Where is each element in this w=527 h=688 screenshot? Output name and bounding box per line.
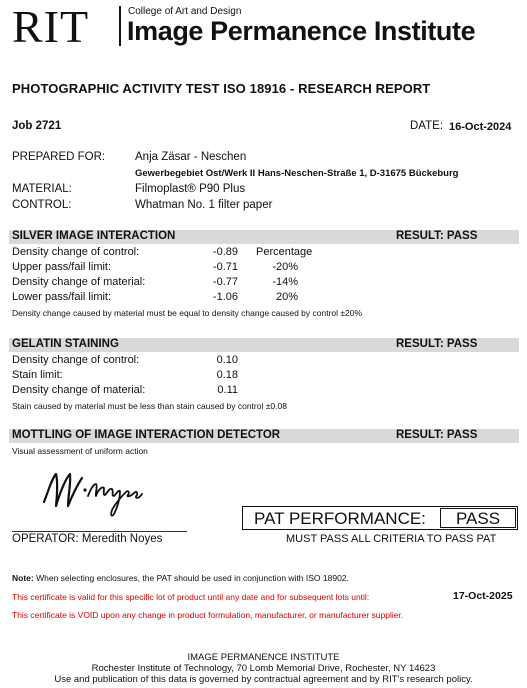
control-label: CONTROL: [12, 199, 72, 211]
pat-performance-label: PAT PERFORMANCE: [254, 509, 426, 528]
silver-section-title: SILVER IMAGE INTERACTION [12, 230, 176, 242]
gelatin-row-value: 0.11 [217, 384, 238, 396]
job-number: Job 2721 [12, 120, 62, 132]
gelatin-row-label: Density change of control: [12, 354, 140, 366]
silver-row-percentage: -14% [272, 276, 298, 288]
gelatin-row-label: Density change of material: [12, 384, 146, 396]
date-label: DATE: [410, 120, 444, 132]
silver-row-percentage: -20% [272, 261, 298, 273]
gelatin-row-value: 0.10 [216, 354, 238, 366]
footer-address: Rochester Institute of Technology, 70 Lomb Memorial Drive, Rochester, NY 14623 [91, 663, 436, 674]
prepared-for-label: PREPARED FOR: [12, 151, 106, 163]
gelatin-row-label: Stain limit: [12, 369, 63, 381]
validity-date: 17-Oct-2025 [453, 590, 513, 602]
silver-row-percentage: 20% [275, 291, 298, 303]
gelatin-row-value: 0.18 [216, 369, 238, 381]
mottling-result: RESULT: PASS [396, 429, 478, 441]
institute-name: Image Permanence Institute [127, 16, 476, 46]
silver-row-value: -1.06 [212, 291, 238, 303]
footer-policy: Use and publication of this data is governed by contractual agreement and by RIT's research policy. [54, 674, 473, 685]
silver-row-label: Upper pass/fail limit: [12, 261, 112, 273]
silver-row-value: -0.71 [212, 261, 238, 273]
footer-institute: IMAGE PERMANENCE INSTITUTE [187, 652, 340, 663]
control-value: Whatman No. 1 filter paper [135, 199, 273, 211]
signature-line [12, 531, 187, 532]
material-value: Filmoplast® P90 Plus [135, 183, 246, 195]
must-pass-text: MUST PASS ALL CRITERIA TO PASS PAT [286, 533, 497, 545]
silver-row-value: -0.89 [212, 246, 238, 258]
gelatin-result: RESULT: PASS [396, 338, 478, 350]
prepared-for-name: Anja Zäsar - Neschen [135, 151, 247, 163]
silver-row-label: Density change of control: [12, 246, 140, 258]
operator-signature [38, 462, 158, 522]
report-title: PHOTOGRAPHIC ACTIVITY TEST ISO 18916 - RESEARCH REPORT [12, 81, 431, 96]
material-label: MATERIAL: [12, 183, 72, 195]
validity-text: This certificate is valid for this specific lot of product until any date and for subsequent lots until: [12, 592, 370, 602]
silver-note: Density change caused by material must be equal to density change caused by control ±20% [12, 308, 363, 318]
pat-performance-value: PASS [455, 509, 501, 528]
mottling-section-title: MOTTLING OF IMAGE INTERACTION DETECTOR [12, 429, 281, 441]
date-value: 16-Oct-2024 [449, 121, 512, 133]
void-text: This certificate is VOID upon any change in product formulation, manufacturer, or manufacturer supplier. [12, 610, 404, 620]
mottling-note: Visual assessment of uniform action [12, 446, 148, 456]
logo-divider [119, 6, 121, 46]
prepared-for-address: Gewerbegebiet Ost/Werk II Hans-Neschen-Straße 1, D-31675 Bückeburg [135, 168, 459, 179]
note-label: Note: [12, 573, 34, 583]
silver-row-label: Lower pass/fail limit: [12, 291, 112, 303]
gelatin-note: Stain caused by material must be less than stain caused by control ±0.08 [12, 401, 287, 411]
silver-row-label: Density change of material: [12, 276, 146, 288]
college-name: College of Art and Design [128, 6, 242, 17]
silver-result: RESULT: PASS [396, 230, 478, 242]
silver-row-value: -0.77 [212, 276, 238, 288]
note-text: When selecting enclosures, the PAT should be used in conjunction with ISO 18902. [33, 573, 349, 583]
rit-logo: RIT [12, 1, 90, 52]
percentage-header: Percentage [256, 246, 313, 258]
operator-name: OPERATOR: Meredith Noyes [12, 533, 163, 545]
gelatin-section-title: GELATIN STAINING [12, 338, 119, 350]
enclosure-note [12, 573, 349, 583]
